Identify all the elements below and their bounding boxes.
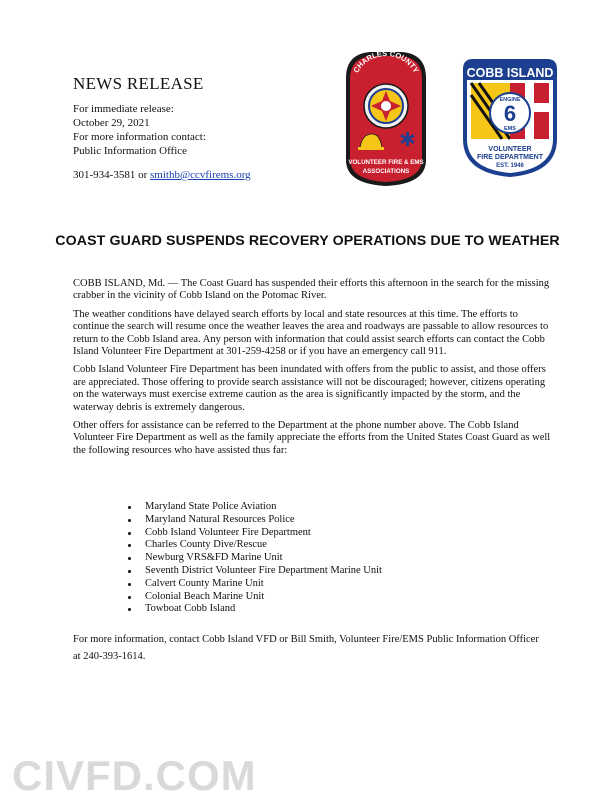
release-line: For immediate release:	[73, 103, 174, 115]
charles-top-text: CHARLES COUNTY	[351, 48, 421, 75]
cobb-bottom-text-2: FIRE DEPARTMENT	[477, 154, 543, 161]
cobb-engine-number: 6	[503, 101, 517, 126]
charles-bottom-text-2: ASSOCIATIONS	[362, 168, 410, 175]
release-date: October 29, 2021	[73, 117, 150, 129]
contact-phone: 301-934-3581 or	[73, 169, 148, 181]
list-item: Seventh District Volunteer Fire Department Marine Unit	[128, 565, 382, 578]
charles-county-logo	[340, 48, 432, 188]
contact-info	[73, 169, 333, 181]
cobb-island-logo	[459, 55, 561, 179]
list-item: Calvert County Marine Unit	[128, 578, 382, 591]
list-item: Colonial Beach Marine Unit	[128, 591, 382, 604]
cobb-bottom-text-3: EST. 1946	[496, 163, 524, 169]
site-watermark: CIVFD.COM	[12, 752, 257, 799]
list-item: Newburg VRS&FD Marine Unit	[128, 552, 382, 565]
office-name: Public Information Office	[73, 145, 188, 157]
cobb-engine-label: ENGINE	[499, 97, 521, 103]
paragraph: The weather conditions have delayed search efforts by local and state resources at this time. The efforts to continue the search will resume once the weather leaves the area and roadways are passable to allow resources to return to the Cobb Island area. Any person with information that could assist search efforts can contact the Cobb Island Volunteer Fire Department at 301-259-4258 or if you have an emergency call 911.	[73, 308, 549, 358]
release-header	[73, 74, 333, 181]
list-item: Towboat Cobb Island	[128, 603, 382, 616]
release-title: NEWS RELEASE	[73, 74, 204, 93]
cobb-bottom-text-1: VOLUNTEER	[488, 146, 532, 153]
cobb-top-text: COBB ISLAND	[466, 66, 554, 80]
resource-list	[128, 501, 382, 616]
paragraph: Other offers for assistance can be referred to the Department at the phone number above. The Cobb Island Volunteer Fire Department as well as the family appreciate the efforts from the United States Coast Guard as well the following resources who have assisted thus far:	[73, 420, 551, 456]
list-item: Cobb Island Volunteer Fire Department	[128, 527, 382, 540]
headline: COAST GUARD SUSPENDS RECOVERY OPERATIONS DUE TO WEATHER	[55, 233, 560, 249]
closing-paragraph: For more information, contact Cobb Island VFD or Bill Smith, Volunteer Fire/EMS Public Information Officer at 240-393-1614.	[73, 634, 539, 662]
list-item: Maryland Natural Resources Police	[128, 514, 382, 527]
list-item: Charles County Dive/Rescue	[128, 539, 382, 552]
contact-email-link[interactable]: smithb@ccvfirems.org	[150, 169, 251, 181]
contact-line: For more information contact:	[73, 131, 206, 143]
charles-bottom-text-1: VOLUNTEER FIRE & EMS	[348, 159, 424, 166]
paragraph: Cobb Island Volunteer Fire Department has been inundated with offers from the public to assist, and those offers are appreciated. Those offering to provide search assistance will not be discouraged; however, citizens operating on the waterways must exercise extreme caution as the area is significantly impacted by the storm, and the waterway debris is extremely dangerous.	[73, 364, 546, 413]
list-item: Maryland State Police Aviation	[128, 501, 382, 514]
cobb-ems-label: EMS	[504, 126, 516, 132]
article-body	[73, 278, 551, 463]
paragraph: COBB ISLAND, Md. — The Coast Guard has suspended their efforts this afternoon in the search for the missing crabber in the vicinity of Cobb Island on the Potomac River.	[73, 278, 550, 302]
